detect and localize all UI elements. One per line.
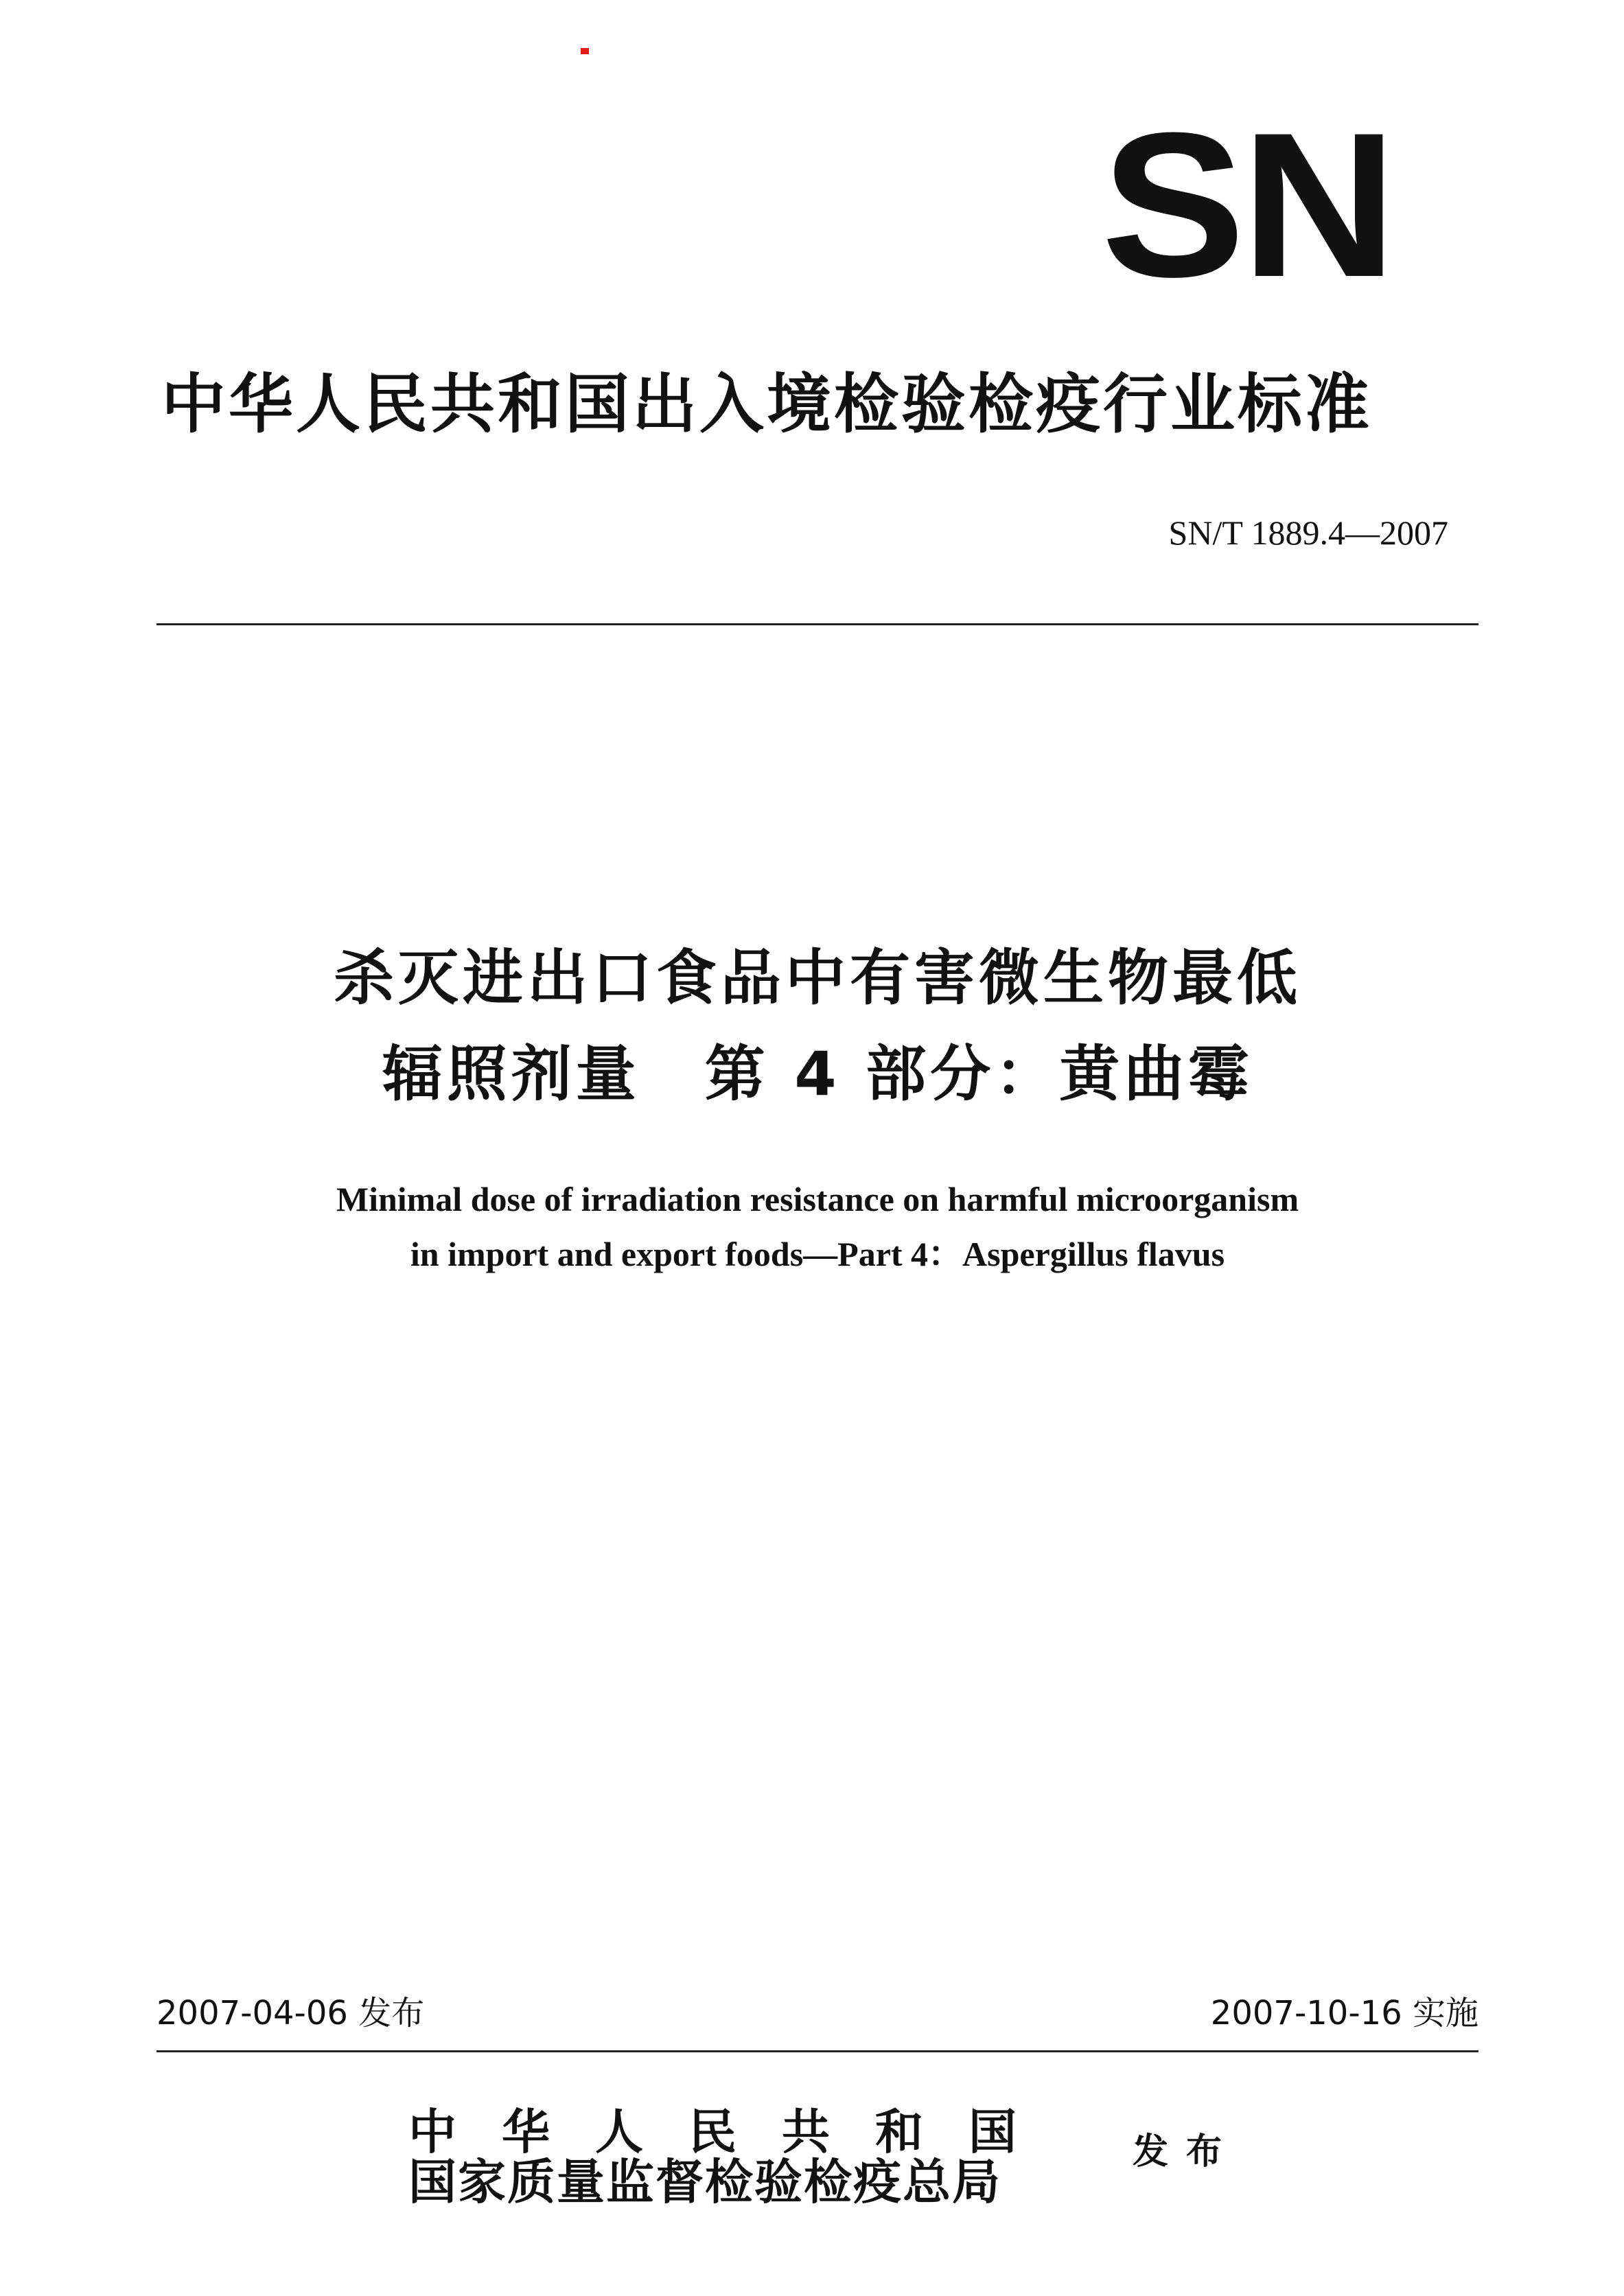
issuer-country: 中华人民共和国 — [408, 2103, 1062, 2160]
publish-label: 发布 — [1133, 2131, 1240, 2172]
chinese-title-line-1: 杀灭进出口食品中有害微生物最低 — [333, 942, 1301, 1013]
standard-number: SN/T 1889.4—2007 — [1168, 513, 1448, 552]
english-title-line-1: Minimal dose of irradiation resistance on harmful microorganism — [336, 1180, 1299, 1218]
issuer-agency: 国家质量监督检验检疫总局 — [408, 2153, 1001, 2210]
bottom-divider — [156, 2050, 1478, 2052]
chinese-title-line-2: 辐照剂量 第 4 部分：黄曲霉 — [382, 1039, 1253, 1109]
issue-date: 2007-04-06 发布 — [156, 1994, 425, 2032]
red-mark — [581, 48, 589, 54]
top-divider — [156, 623, 1478, 625]
english-title-line-2: in import and export foods—Part 4：Aspergillus flavus — [410, 1235, 1225, 1273]
organization-standard-title: 中华人民共和国出入境检验检疫行业标准 — [161, 367, 1373, 442]
implementation-date: 2007-10-16 实施 — [1210, 1994, 1478, 2032]
sn-logo: SN — [1101, 89, 1393, 320]
